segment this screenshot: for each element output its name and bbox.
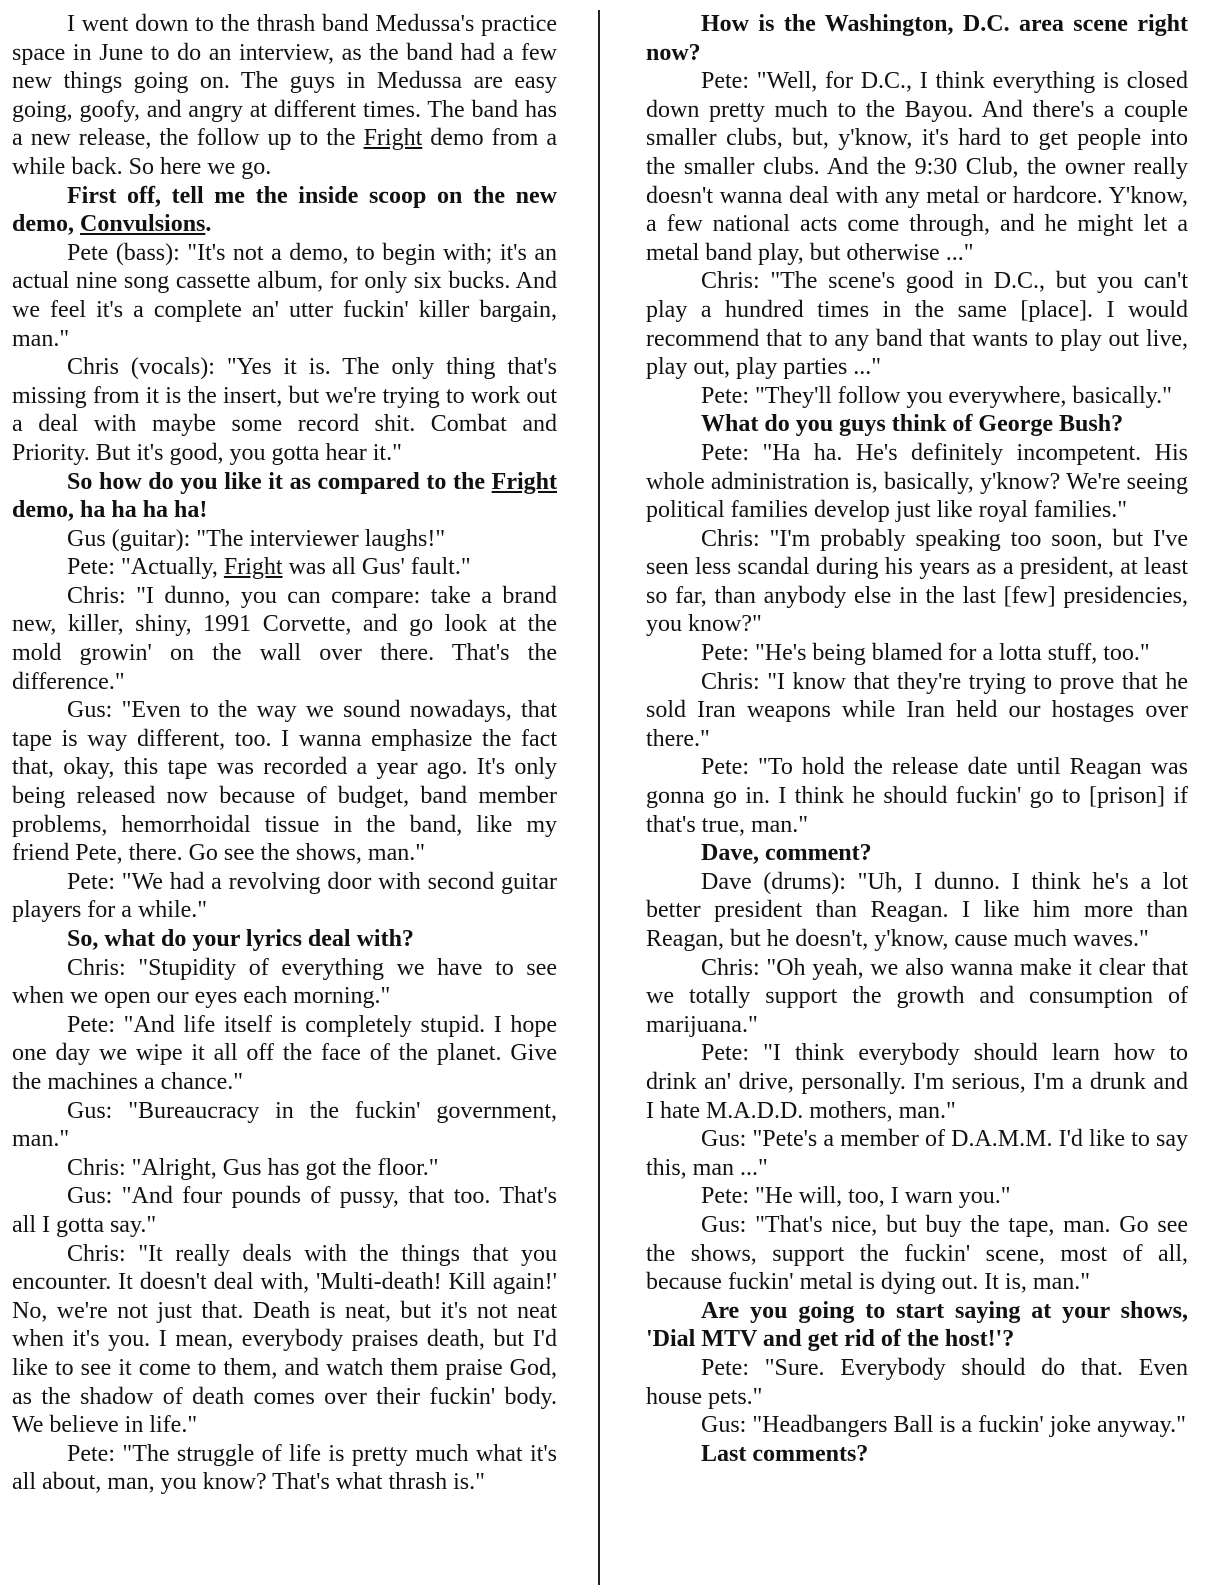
text-run: Chris: "Oh yeah, we also wanna make it clear that we totally support the growth and consumption of marijuana." xyxy=(646,954,1188,1038)
text-run: . xyxy=(205,211,212,238)
text-run: Pete: "To hold the release date until Reagan was gonna go in. I think he should fuckin' go to [prison] if that's true, man." xyxy=(646,754,1188,838)
underlined-title: Fright xyxy=(223,554,283,581)
interview-paragraph xyxy=(646,639,1188,668)
left-column xyxy=(12,10,557,1497)
underlined-title: Convulsions xyxy=(80,211,206,238)
text-run: Gus: "Pete's a member of D.A.M.M. I'd like to say this, man ..." xyxy=(646,1126,1188,1181)
text-run: I went down to the thrash band Medussa's practice space in June to do an interview, as the band had a few new things going on. The guys in Medussa are easy going, goofy, and angry at different times. The band has a new release, the follow up to the xyxy=(12,11,557,152)
text-run: Chris: "Stupidity of everything we have to see when we open our eyes each morning." xyxy=(12,954,557,1010)
text-run: Chris: "It really deals with the things that you encounter. It doesn't deal with, 'Multi-death! Kill again!' No, we're not just that. Death is neat, but it's not neat when it's you. I mean, everybody praises death, but I'd like to see it come to them, and watch them praise God, as the shadow of death comes over their fuckin' body. We believe in life." xyxy=(12,1240,557,1439)
text-run: Chris: "I dunno, you can compare: take a brand new, killer, shiny, 1991 Corvette, and go look at the mold growin' on the wall over there. That's the difference." xyxy=(12,582,557,695)
interview-paragraph xyxy=(12,525,557,554)
text-run: How is the Washington, D.C. area scene right now? xyxy=(646,11,1188,66)
interview-paragraph xyxy=(12,1240,557,1440)
interview-paragraph xyxy=(646,668,1188,754)
text-run: demo, ha ha ha ha! xyxy=(12,497,208,524)
text-run: Pete: "Ha ha. He's definitely incompetent. His whole administration is, basically, y'know? We're seeing political families develop just like royal families." xyxy=(646,439,1188,524)
interview-paragraph xyxy=(646,67,1188,267)
underlined-title: Fright xyxy=(363,125,423,152)
text-run: First off, tell me the inside scoop on the new demo, xyxy=(12,182,557,238)
text-run: Last comments? xyxy=(701,1440,869,1467)
text-run: Chris: "I know that they're trying to prove that he sold Iran weapons while Iran held our hostages over there." xyxy=(646,668,1188,752)
interview-paragraph xyxy=(12,1440,557,1497)
text-run: Chris (vocals): "Yes it is. The only thing that's missing from it is the insert, but we're trying to work out a deal with maybe some record shit. Combat and Priority. But it's good, you gotta hear it." xyxy=(12,354,557,466)
interview-paragraph xyxy=(646,382,1188,411)
text-run: Pete: "They'll follow you everywhere, basically." xyxy=(701,382,1172,409)
interview-paragraph xyxy=(646,439,1188,525)
text-run: Pete: "Sure. Everybody should do that. Even house pets." xyxy=(646,1354,1188,1410)
interview-paragraph xyxy=(12,239,557,353)
interview-paragraph xyxy=(12,1011,557,1097)
interview-paragraph xyxy=(12,868,557,925)
text-run: Gus (guitar): "The interviewer laughs!" xyxy=(67,525,446,552)
interview-question xyxy=(646,1440,1188,1469)
interview-question xyxy=(646,839,1188,868)
interview-paragraph xyxy=(12,696,557,868)
interview-paragraph xyxy=(646,1039,1188,1125)
text-run: So, what do your lyrics deal with? xyxy=(67,926,414,952)
interview-question xyxy=(12,468,557,525)
text-run: Pete: "Well, for D.C., I think everything is closed down pretty much to the Bayou. And there's a couple smaller clubs, but, y'know, it's hard to get people into the smaller clubs. And the 9:30 Club, the owner really doesn't wanna deal with any metal or hardcore. Y'know, a few national acts come through, and he might let a metal band play, but otherwise ..." xyxy=(646,68,1188,266)
interview-paragraph xyxy=(646,1211,1188,1297)
text-run: Pete: "We had a revolving door with second guitar players for a while." xyxy=(12,868,557,924)
text-run: What do you guys think of George Bush? xyxy=(701,411,1124,438)
text-run: Gus: "That's nice, but buy the tape, man. Go see the shows, support the fuckin' scene, most of all, because fuckin' metal is dying out. It is, man." xyxy=(646,1211,1188,1296)
interview-question xyxy=(12,925,557,954)
text-run: Gus: "Bureaucracy in the fuckin' government, man." xyxy=(12,1097,557,1153)
interview-paragraph xyxy=(646,1354,1188,1411)
text-run: Chris: "The scene's good in D.C., but you can't play a hundred times in the same [place]. I would recommend that to any band that wants to play out live, play out, play parties ..." xyxy=(646,268,1188,381)
text-run: Are you going to start saying at your shows, 'Dial MTV and get rid of the host!'? xyxy=(646,1297,1188,1353)
text-run: Pete: "I think everybody should learn how to drink an' drive, personally. I'm serious, I'm a drunk and I hate M.A.D.D. mothers, man." xyxy=(646,1040,1188,1124)
interview-question xyxy=(646,1297,1188,1354)
interview-paragraph xyxy=(646,267,1188,381)
interview-paragraph xyxy=(646,1411,1188,1440)
column-divider xyxy=(598,10,600,1585)
interview-paragraph xyxy=(646,954,1188,1040)
interview-paragraph xyxy=(12,582,557,696)
underlined-title: Fright xyxy=(491,468,557,495)
text-run: Chris: "Alright, Gus has got the floor." xyxy=(67,1154,439,1181)
interview-paragraph xyxy=(12,1182,557,1239)
interview-paragraph xyxy=(12,10,557,182)
text-run: Pete: "Actually, xyxy=(67,554,224,581)
text-run: Gus: "And four pounds of pussy, that too. That's all I gotta say." xyxy=(12,1183,557,1238)
interview-paragraph xyxy=(646,753,1188,839)
text-run: Pete: "He's being blamed for a lotta stuff, too." xyxy=(701,640,1150,667)
interview-paragraph xyxy=(12,954,557,1011)
text-run: Pete: "The struggle of life is pretty much what it's all about, man, you know? That's what thrash is." xyxy=(12,1440,557,1496)
text-run: demo from a while back. So here we go. xyxy=(12,125,558,180)
interview-paragraph xyxy=(646,868,1188,954)
text-run: Gus: "Even to the way we sound nowadays, that tape is way different, too. I wanna emphasize the fact that, okay, this tape was recorded a year ago. It's only being released now because of budget, band member problems, hemorrhoidal tissue in the band, like my friend Pete, there. Go see the shows, man." xyxy=(12,697,557,867)
interview-paragraph xyxy=(646,1125,1188,1182)
text-run: Dave (drums): "Uh, I dunno. I think he's a lot better president than Reagan. I like him more than Reagan, but he doesn't, y'know, cause much waves." xyxy=(646,868,1188,952)
text-run: was all Gus' fault." xyxy=(282,554,471,581)
interview-paragraph xyxy=(12,1154,557,1183)
text-run: So how do you like it as compared to the xyxy=(67,468,492,495)
text-run: Gus: "Headbangers Ball is a fuckin' joke anyway." xyxy=(701,1412,1186,1439)
interview-paragraph xyxy=(12,553,557,582)
interview-paragraph xyxy=(12,1097,557,1154)
text-run: Pete (bass): "It's not a demo, to begin with; it's an actual nine song cassette album, for only six bucks. And we feel it's a complete an' utter fuckin' killer bargain, man." xyxy=(12,239,557,352)
interview-paragraph xyxy=(12,353,557,467)
interview-question xyxy=(12,182,557,239)
interview-paragraph xyxy=(646,1182,1188,1211)
text-run: Pete: "And life itself is completely stupid. I hope one day we wipe it all off the face of the planet. Give the machines a chance." xyxy=(12,1011,557,1095)
text-run: Pete: "He will, too, I warn you." xyxy=(701,1183,1011,1210)
text-run: Dave, comment? xyxy=(701,840,872,867)
text-run: Chris: "I'm probably speaking too soon, but I've seen less scandal during his years as a president, at least so far, than anybody else in the last [few] presidencies, you know?" xyxy=(646,525,1188,638)
interview-question xyxy=(646,410,1188,439)
interview-question xyxy=(646,10,1188,67)
right-column xyxy=(646,10,1188,1468)
interview-paragraph xyxy=(646,525,1188,639)
